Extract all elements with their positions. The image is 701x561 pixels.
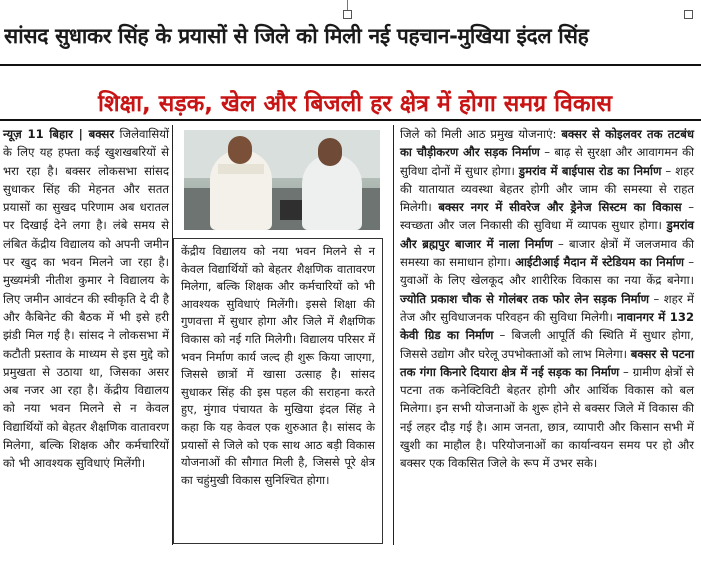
scheme-3-title: बक्सर नगर में सीवरेज और ड्रेनेज सिस्टम का विकास: [438, 200, 682, 215]
subheadline: शिक्षा, सड़क, खेल और बिजली हर क्षेत्र में होगा समग्र विकास: [98, 91, 612, 117]
scheme-2-title: डुमरांव में बाईपास रोड का निर्माण: [518, 163, 662, 178]
headline: सांसद सुधाकर सिंह के प्रयासों से जिले को मिली नई पहचान-मुखिया इंदल सिंह: [4, 24, 589, 48]
schemes-intro: जिले को मिली आठ प्रमुख योजनाएं:: [400, 127, 562, 141]
headline-rule: [0, 64, 701, 66]
resize-handle-top-center[interactable]: [343, 10, 352, 19]
boxed-article-text: [173, 238, 383, 544]
dateline: न्यूज़ 11 बिहार | बक्सर: [3, 127, 115, 141]
article-column-3: [400, 125, 694, 473]
scheme-1-title: बक्सर से कोइलवर तक तटबंध का चौड़ीकरण और सड़क निर्माण: [400, 127, 694, 160]
scheme-5-text: – युवाओं के लिए खेलकूद और शारीरिक विकास का नया केंद्र बनेगा।: [400, 255, 694, 288]
scheme-8-title: बक्सर से पटना तक गंगा किनारे दियारा क्षेत्र में नई सड़क का निर्माण: [400, 346, 694, 379]
layout-guide: [347, 0, 348, 10]
box-text: केंद्रीय विद्यालय को नया भवन मिलने से न केवल विद्यार्थियों को बेहतर शैक्षणिक वातावरण मिलेगा, बल्कि शिक्षक और कर्मचारियों को भी आवश्यक सुविधाएं मिलेंगी। इससे शिक्षा की गुणवत्ता में सुधार होगा और जिले में शैक्षणिक विकास को नई गति मिलेगी। विद्यालय परिसर में भवन निर्माण कार्य जल्द ही शुरू किया जाएगा, जिससे छात्रों में खासा उत्साह है। सांसद सुधाकर सिंह की इस पहल की सराहना करते हुए, मुंगाव पंचायत के मुखिया इंदल सिंह ने कहा कि यह केवल एक शुरुआत है। सांसद के प्रयासों से जिले को एक साथ आठ बड़ी विकास योजनाओं की सौगात मिली है, जिससे पूरे क्षेत्र का चहुंमुखी विकास सुनिश्चित होगा।: [181, 244, 375, 487]
resize-handle-top-right[interactable]: [684, 10, 693, 19]
scheme-2-text: – शहर की यातायात व्यवस्था बेहतर होगी और जाम की समस्या से राहत मिलेगी।: [400, 163, 695, 215]
news-photo: [184, 130, 380, 230]
column-1-text: जिलेवासियों के लिए यह हफ्ता कई खुशखबरियों से भरा रहा है। बक्सर लोकसभा सांसद सुधाकर सिंह की मेहनत और सतत प्रयासों का सुखद परिणाम अब धरातल पर दिखाई देने लगा है। लंबे समय से लंबित केंद्रीय विद्यालय को अपनी जमीन पर खुद का भवन मिलने जा रहा है। मुख्यमंत्री नीतीश कुमार ने विद्यालय के लिए जमीन आवंटन की स्वीकृति दे दी है और कैबिनेट की बैठक में भी इसे हरी झंडी मिल गई है। सांसद ने लोकसभा में कटौती प्रस्ताव के माध्यम से इस मुद्दे को प्रमुखता से उठाया था, जिसका असर अब नजर आ रहा है। केंद्रीय विद्यालय को नया भवन मिलने से न केवल विद्यार्थियों को बेहतर शैक्षणिक वातावरण मिलेगा, बल्कि शिक्षक और कर्मचारियों को भी आवश्यक सुविधाएं मिलेंगी।: [3, 127, 169, 471]
article-column-1: [3, 125, 169, 473]
scheme-7-title: नावानगर में 132 केवी ग्रिड का निर्माण: [400, 309, 695, 343]
scheme-6-text: – शहर में तेज और सुविधाजनक परिवहन की सुविधा मिलेगी।: [400, 291, 694, 324]
scheme-4-text: – बाजार क्षेत्रों में जलजमाव की समस्या का समाधान होगा।: [400, 236, 694, 270]
scheme-5-title: आईटीआई मैदान में स्टेडियम का निर्माण: [515, 255, 685, 270]
scheme-7-text: – बिजली आपूर्ति की स्थिति में सुधार होगा, जिससे उद्योग और घरेलू उपभोक्ताओं को लाभ मिलेगा।: [400, 328, 694, 361]
scheme-1-text: – बाढ़ से सुरक्षा और आवागमन की सुविधा दोनों में सुधार होगा।: [400, 145, 694, 178]
scheme-8-text: – ग्रामीण क्षेत्रों से पटना तक कनेक्टिविटी बेहतर होगी और आर्थिक विकास को बल मिलेगा। इन सभी योजनाओं के शुरू होने से बक्सर जिले में विकास की नई लहर दौड़ गई है। आम जनता, छात्र, व्यापारी और किसान सभी में खुशी का माहौल है। परियोजनाओं का कार्यान्वयन समय पर हो और बक्सर एक विकसित जिले के रूप में उभर सके।: [400, 364, 694, 471]
scheme-4-title: डुमरांव और ब्रह्मपुर बाजार में नाला निर्माण: [400, 218, 694, 251]
column-divider-2: [393, 125, 394, 545]
scheme-3-text: – स्वच्छता और जल निकासी की सुविधा में व्यापक सुधार होगा।: [400, 200, 695, 233]
scheme-6-title: ज्योति प्रकाश चौक से गोलंबर तक फोर लेन सड़क निर्माण: [400, 291, 649, 306]
subheadline-rule: [0, 119, 701, 121]
